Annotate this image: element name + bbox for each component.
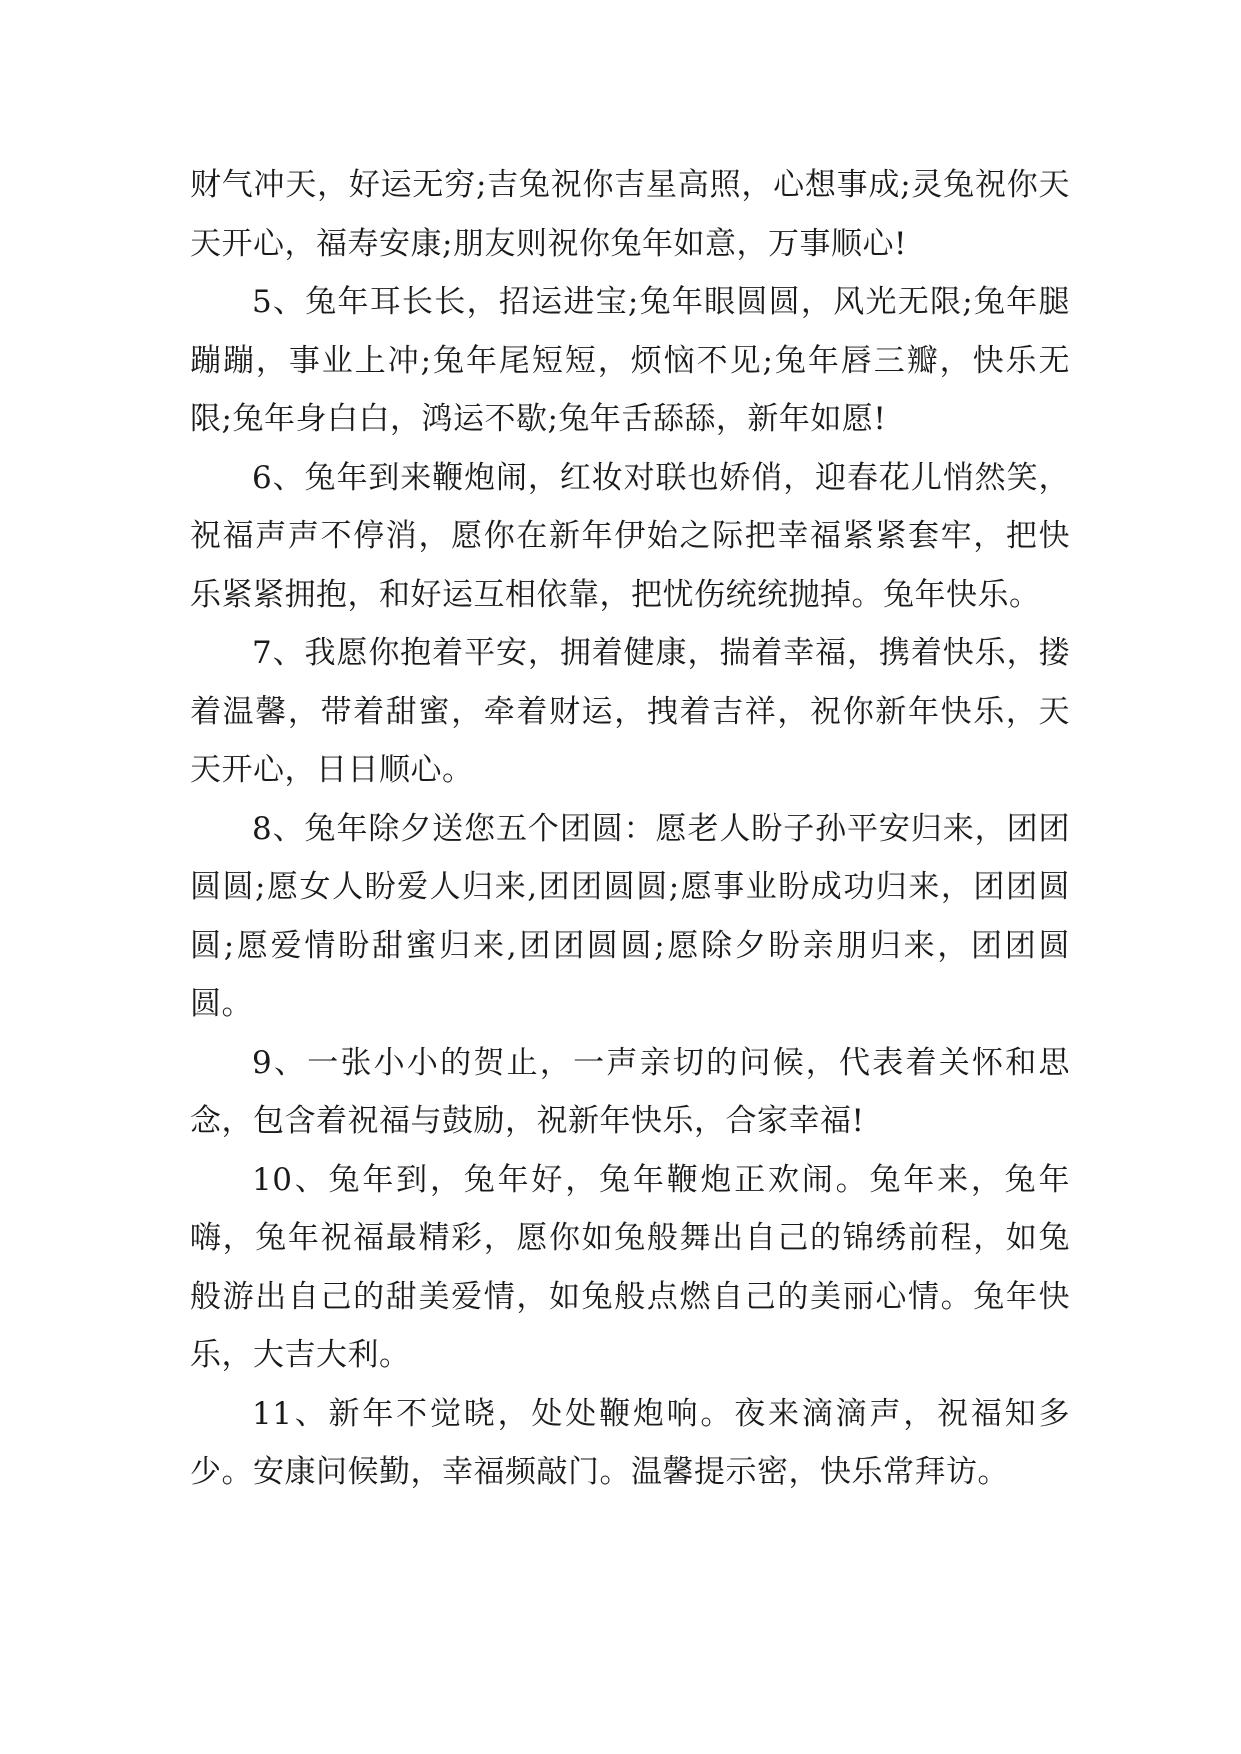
- paragraph-10: 10、兔年到，兔年好，兔年鞭炮正欢闹。兔年来，兔年嗨，兔年祝福最精彩，愿你如兔般舞出自己的锦绣前程，如兔般游出自己的甜美爱情，如兔般点燃自己的美丽心情。兔年快乐，大吉大利。: [190, 1161, 1070, 1373]
- paragraph-6: 6、兔年到来鞭炮闹，红妆对联也娇俏，迎春花儿悄然笑，祝福声声不停消，愿你在新年伊始之际把幸福紧紧套牢，把快乐紧紧拥抱，和好运互相依靠，把忧伤统统抛掉。兔年快乐。: [190, 459, 1070, 613]
- paragraph-5: 5、兔年耳长长，招运进宝;兔年眼圆圆，风光无限;兔年腿蹦蹦，事业上冲;兔年尾短短，烦恼不见;兔年唇三瓣，快乐无限;兔年身白白，鸿运不歇;兔年舌舔舔，新年如愿!: [190, 284, 1070, 437]
- paragraph-7: 7、我愿你抱着平安，拥着健康，揣着幸福，携着快乐，搂着温馨，带着甜蜜，牵着财运，拽着吉祥，祝你新年快乐，天天开心，日日顺心。: [190, 635, 1070, 788]
- paragraph-11: 11、新年不觉晓，处处鞭炮响。夜来滴滴声，祝福知多少。安康问候勤，幸福频敲门。温馨提示密，快乐常拜访。: [190, 1395, 1070, 1490]
- document-page: [190, 156, 1070, 1502]
- paragraph-8: 8、兔年除夕送您五个团圆：愿老人盼子孙平安归来，团团圆圆;愿女人盼爱人归来,团团圆圆;愿事业盼成功归来，团团圆圆;愿爱情盼甜蜜归来,团团圆圆;愿除夕盼亲朋归来，团团圆圆。: [190, 810, 1070, 1022]
- paragraph-continued: 财气冲天，好运无穷;吉兔祝你吉星高照，心想事成;灵兔祝你天天开心，福寿安康;朋友则祝你兔年如意，万事顺心!: [190, 167, 1070, 262]
- paragraph-9: 9、一张小小的贺止，一声亲切的问候，代表着关怀和思念，包含着祝福与鼓励，祝新年快乐，合家幸福!: [190, 1044, 1070, 1139]
